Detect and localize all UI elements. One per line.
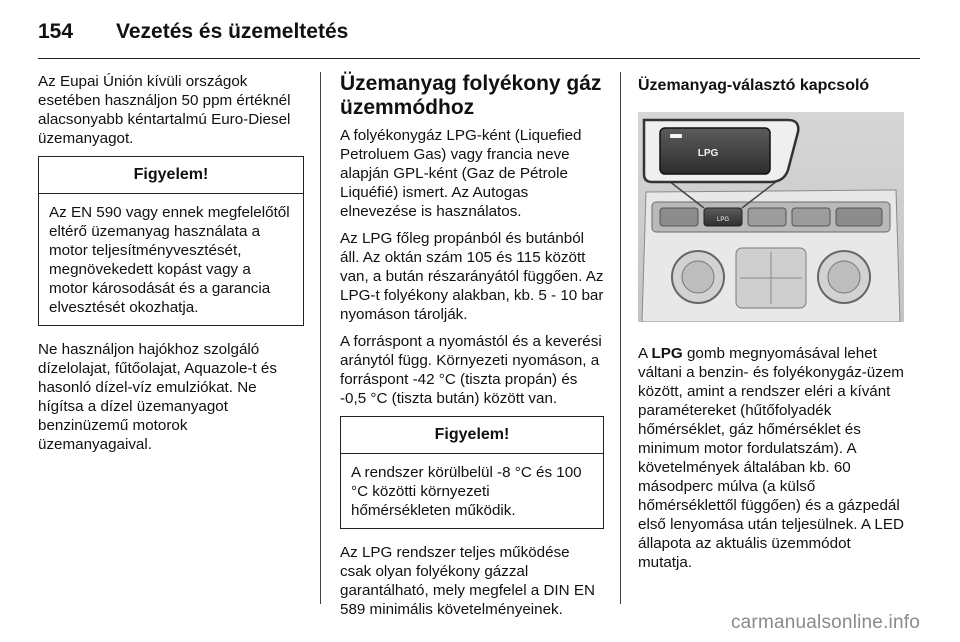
watermark: carmanualsonline.info <box>730 612 920 633</box>
page-header <box>38 14 348 50</box>
section-heading: Üzemanyag-választó kapcsoló <box>638 77 870 94</box>
paragraph <box>638 344 904 572</box>
warning-box <box>38 156 304 326</box>
column-1 <box>38 72 304 462</box>
paragraph: A forráspont a nyomástól és a keverési aránytól függ. Környezeti nyomáson, a forráspont -42 °C (tiszta propán) és -0,5 °C (tiszta bután) között van. <box>340 333 602 407</box>
text-prefix: A <box>638 345 652 362</box>
warning-text: A rendszer körülbelül -8 °C és 100 °C közötti környezeti hőmérsékleten működik. <box>351 464 582 519</box>
lpg-button-panel-illustration <box>638 112 904 322</box>
warning-box <box>340 416 604 529</box>
warning-text: Az EN 590 vagy ennek megfelelőtől eltérő üzemanyag használata a motor teljesítményvesztését, megnövekedett kopást vagy a motor károsodását és a garancia elvesztését okozhatja. <box>49 204 290 316</box>
header-rule <box>38 58 920 59</box>
warning-title: Figyelem! <box>341 417 603 454</box>
paragraph: Az Eupai Únión kívüli országok esetében használjon 50 ppm értéknél alacsonyabb kéntartalmú Euro-Diesel üzemanyagot. <box>38 73 291 147</box>
lpg-term: LPG <box>651 345 683 362</box>
section-heading: Üzemanyag folyékony gáz üzemmódhoz <box>340 72 602 119</box>
text-body: gomb megnyomásával lehet váltani a benzin- és folyékonygáz-üzem között, amint a rendszer eléri a kívánt paramétereket (hűtőfolyadék hőmérséklet, gáz hőmérséklet és minimum motor fordulatszám). A követelmények általában kb. 60 másodperc múlva (a külső hőmérséklettől függően) és a gázpedál első lenyomása után teljesülnek. A LED állapota az aktuális üzemmódot mutatja. <box>638 345 904 571</box>
paragraph: Az LPG rendszer teljes működése csak olyan folyékony gázzal garantálható, mely megfelel a DIN EN 589 minimális követelményeinek. <box>340 544 595 618</box>
lpg-button-label: LPG <box>697 148 719 159</box>
column-divider <box>320 72 321 604</box>
column-2 <box>340 72 604 627</box>
column-3 <box>638 72 904 580</box>
small-lpg-label: LPG <box>716 217 730 223</box>
lpg-button-figure <box>638 112 904 322</box>
paragraph: Ne használjon hajókhoz szolgáló dízelolajat, fűtőolajat, Aquazole-t és hasonló dízel-víz emulziókat. Ne hígítsa a dízel üzemanyagot benzinüzemű motorok üzemanyagaival. <box>38 341 277 453</box>
column-divider <box>620 72 621 604</box>
page-number: 154 <box>38 20 74 43</box>
warning-title: Figyelem! <box>39 157 303 194</box>
paragraph: Az LPG főleg propánból és butánból áll. Az oktán szám 105 és 115 között van, a bután részarányától függően. Az LPG-t folyékony alakban, kb. 5 - 10 bar nyomáson tárolják. <box>340 230 604 323</box>
paragraph: A folyékonygáz LPG-ként (Liquefied Petroluem Gas) vagy francia neve alapján GPL-ként (Gaz de Pétrole Liquéfié) ismert. Az Autogas elnevezése is használatos. <box>340 127 582 220</box>
chapter-title: Vezetés és üzemeltetés <box>116 20 349 43</box>
